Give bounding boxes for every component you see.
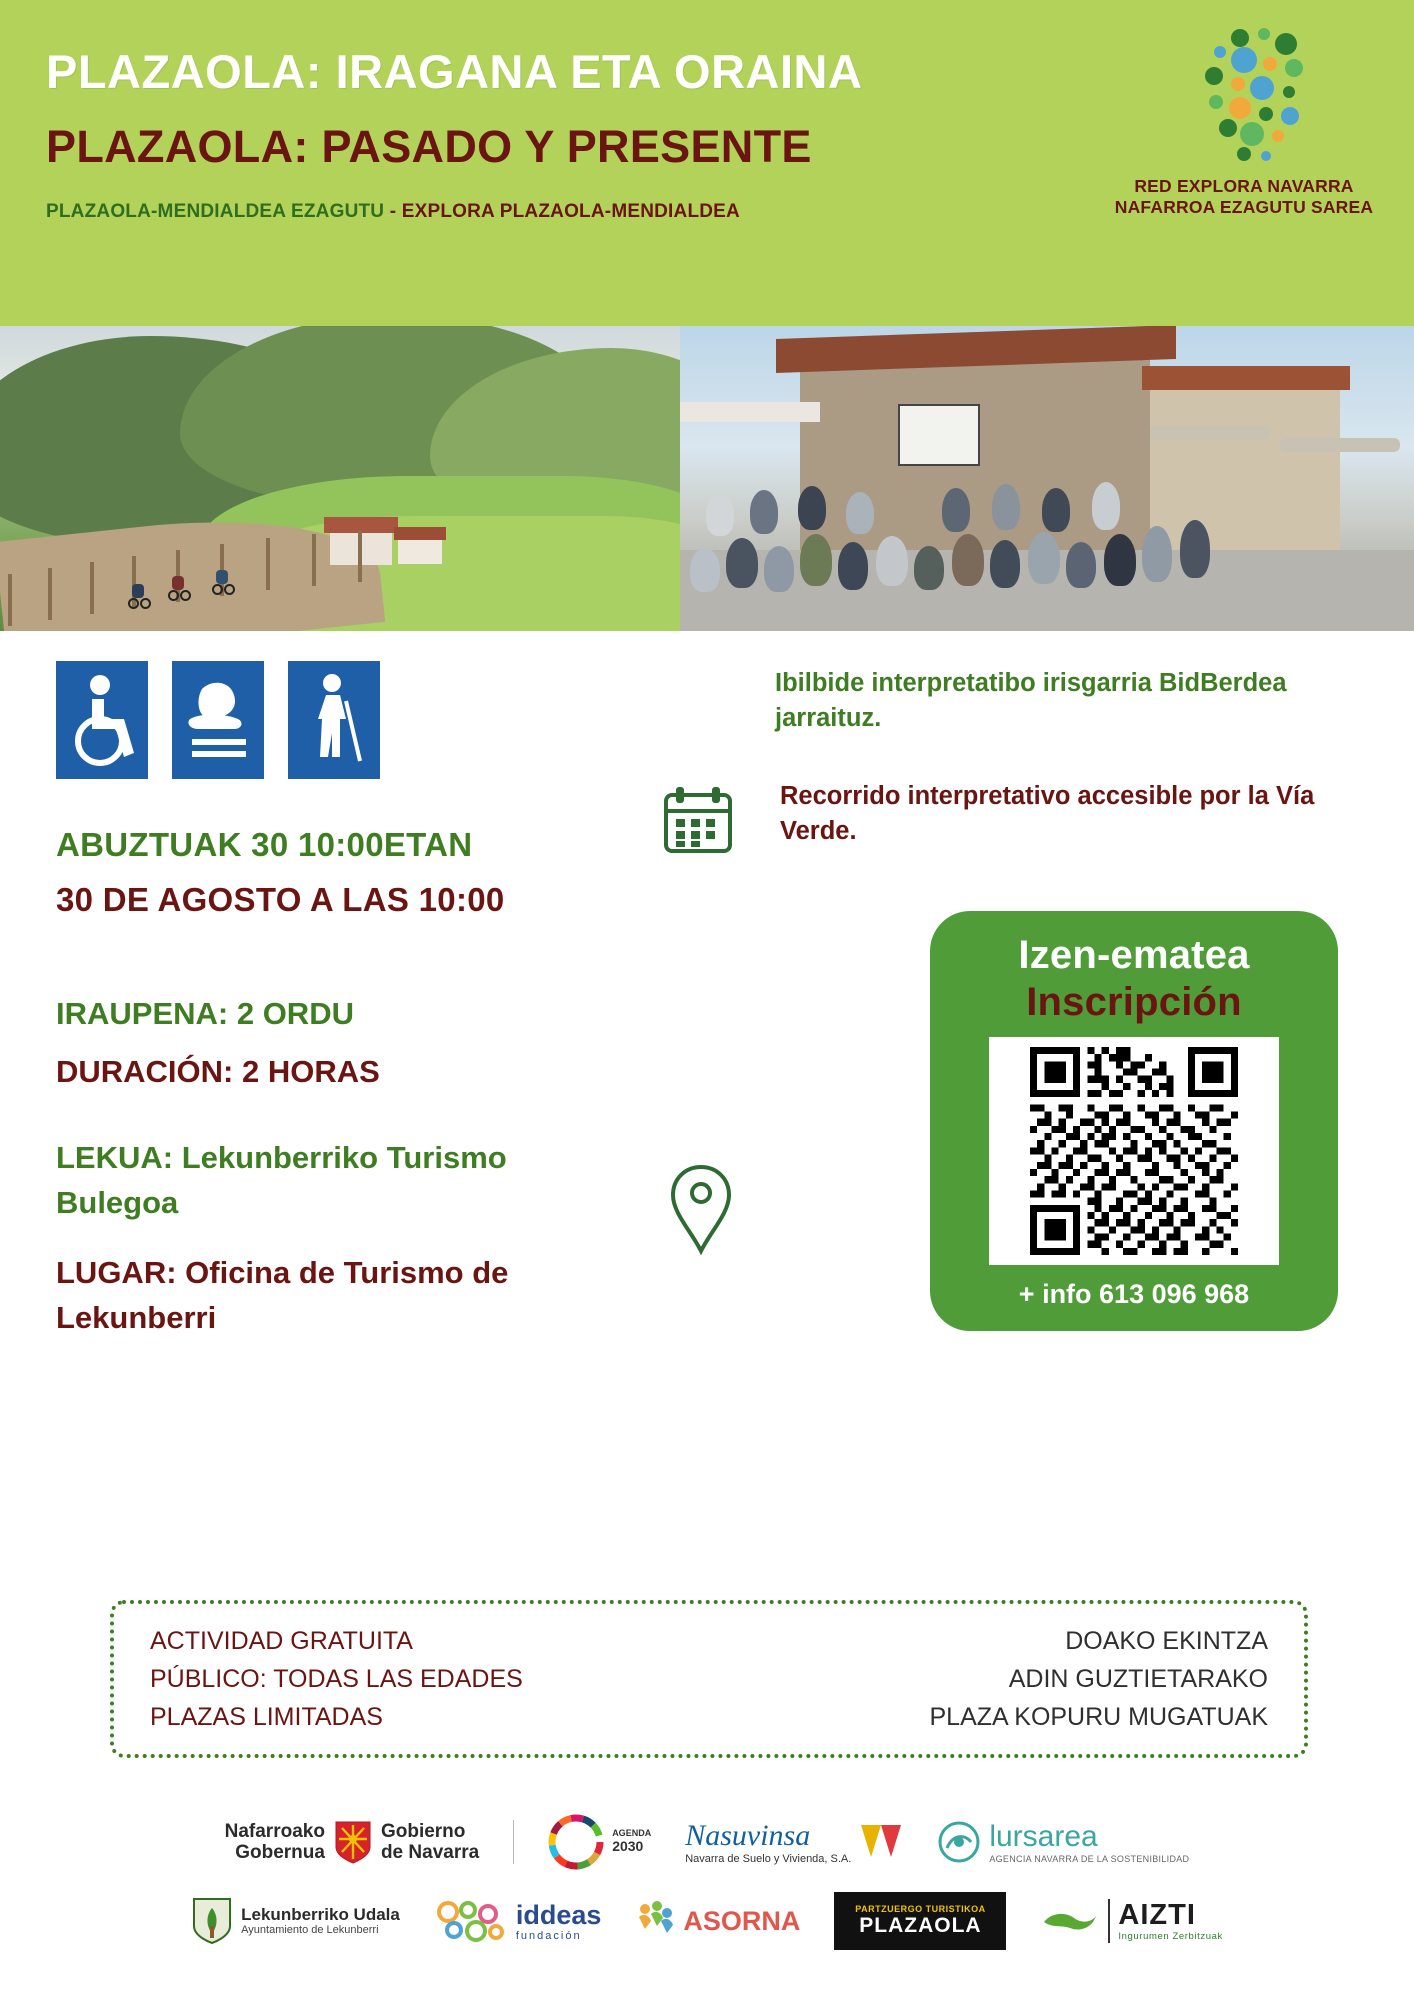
iddeas-name: iddeas [515, 1899, 602, 1930]
plazaola-logo [834, 1892, 1006, 1950]
nasuvinsa-logo [685, 1819, 903, 1865]
duration-es: DURACIÓN: 2 HORAS [56, 1054, 380, 1089]
date-eu: ABUZTUAK 30 10:00ETAN [56, 826, 473, 863]
condition-eu-3: PLAZA KOPURU MUGATUAK [929, 1703, 1268, 1731]
registration-title-es: Inscripción [1026, 980, 1242, 1024]
aizti-sub: Ingurumen Zerbitzuak [1118, 1930, 1223, 1942]
poster-header [0, 0, 1414, 326]
footer-row-1 [0, 1814, 1414, 1870]
photo-greenway-valley [0, 326, 680, 631]
page-title-es: PLAZAOLA: PASADO Y PRESENTE [46, 120, 812, 172]
date-es: 30 DE AGOSTO A LAS 10:00 [56, 881, 505, 918]
conditions-eu [930, 1622, 1269, 1736]
poster-content [0, 631, 1414, 1638]
udala-sub: Ayuntamiento de Lekunberri [241, 1924, 379, 1937]
brand-line-1: RED EXPLORA NAVARRA [1134, 176, 1354, 196]
photo-accessible-event [680, 326, 1414, 631]
qr-code-image [999, 1047, 1269, 1255]
calendar-icon [660, 781, 738, 859]
condition-eu-2: ADIN GUZTIETARAKO [1008, 1665, 1268, 1693]
route-text-eu: Ibilbide interpretatibo irisgarria BidBerdea jarraituz. [775, 669, 1287, 733]
iddeas-circles-icon [434, 1898, 508, 1944]
nasuvinsa-name: Nasuvinsa [685, 1819, 811, 1853]
lekunberriko-udala-logo [191, 1896, 400, 1946]
gobierno-navarra-eu-1: Nafarroako [224, 1820, 325, 1842]
plazaola-sub: PARTZUERGO TURISTIKOA [855, 1904, 986, 1914]
subtitle-eu: PLAZAOLA-MENDIALDEA EZAGUTU [46, 201, 385, 223]
lursarea-logo [937, 1820, 1189, 1864]
subtitle-separator: - [384, 201, 402, 223]
footer-row-2 [0, 1892, 1414, 1950]
red-explora-navarra-brand [1114, 22, 1374, 218]
agenda-year: 2030 [612, 1838, 644, 1855]
sdg-wheel-icon [548, 1814, 604, 1870]
plazaola-name: PLAZAOLA [859, 1914, 982, 1937]
registration-title-eu: Izen-ematea [1018, 933, 1250, 977]
agenda-label: AGENDA [612, 1828, 652, 1839]
gobierno-navarra-es-1: Gobierno [380, 1820, 466, 1842]
udala-name: Lekunberriko Udala [241, 1905, 400, 1925]
duration-eu: IRAUPENA: 2 ORDU [56, 996, 354, 1031]
lursarea-name: lursarea [989, 1820, 1098, 1854]
condition-es-2: PÚBLICO: TODAS LAS EDADES [150, 1665, 523, 1693]
iddeas-fundacion-logo [434, 1898, 602, 1944]
lursarea-mark-icon [937, 1820, 981, 1864]
gobierno-navarra-eu-2: Gobernua [235, 1842, 325, 1863]
asorna-logo [635, 1899, 800, 1943]
wheelchair-icon [56, 661, 148, 779]
place-eu: LEKUA: Lekunberriko Turismo Bulegoa [56, 1140, 507, 1220]
gobierno-navarra-logo [225, 1819, 480, 1865]
explora-navarra-dots-logo [1144, 22, 1344, 172]
iddeas-sub: fundación [515, 1929, 582, 1942]
condition-eu-1: DOAKO EKINTZA [1065, 1627, 1268, 1655]
nasuvinsa-mark-icon [859, 1821, 903, 1863]
conditions-es [150, 1622, 523, 1736]
location-pin-icon [665, 1161, 737, 1257]
subtitle-es: EXPLORA PLAZAOLA-MENDIALDEA [401, 201, 740, 223]
aizti-logo [1040, 1899, 1222, 1942]
footer-logos [0, 1800, 1414, 2000]
qr-code[interactable] [989, 1037, 1279, 1265]
photo-strip [0, 326, 1414, 631]
registration-phone: + info 613 096 968 [1018, 1279, 1250, 1309]
brand-line-2: NAFARROA EZAGUTU SAREA [1114, 197, 1374, 217]
condition-es-1: ACTIVIDAD GRATUITA [150, 1627, 413, 1655]
asorna-people-icon [635, 1899, 675, 1943]
registration-card[interactable] [930, 911, 1338, 1331]
aizti-name: AIZTI [1118, 1899, 1196, 1932]
conditions-box [110, 1600, 1308, 1758]
blind-cane-icon [288, 661, 380, 779]
place-es: LUGAR: Oficina de Turismo de Lekunberri [56, 1255, 509, 1335]
navarra-shield-icon [333, 1819, 373, 1865]
condition-es-3: PLAZAS LIMITADAS [150, 1703, 383, 1731]
lekunberri-shield-icon [191, 1896, 233, 1946]
lursarea-sub: AGENCIA NAVARRA DE LA SOSTENIBILIDAD [989, 1853, 1190, 1864]
route-text-es: Recorrido interpretativo accesible por la Vía Verde. [780, 782, 1315, 846]
nasuvinsa-sub: Navarra de Suelo y Vivienda, S.A. [685, 1852, 852, 1865]
gobierno-navarra-es-2: de Navarra [380, 1842, 480, 1863]
lizard-icon [1040, 1904, 1100, 1938]
footer-divider-1 [513, 1820, 514, 1864]
sign-language-icon [172, 661, 264, 779]
agenda-2030-logo [548, 1814, 651, 1870]
asorna-name: ASORNA [683, 1905, 801, 1936]
page-title-eu: PLAZAOLA: IRAGANA ETA ORAINA [46, 45, 863, 98]
accessibility-icons [56, 661, 380, 779]
